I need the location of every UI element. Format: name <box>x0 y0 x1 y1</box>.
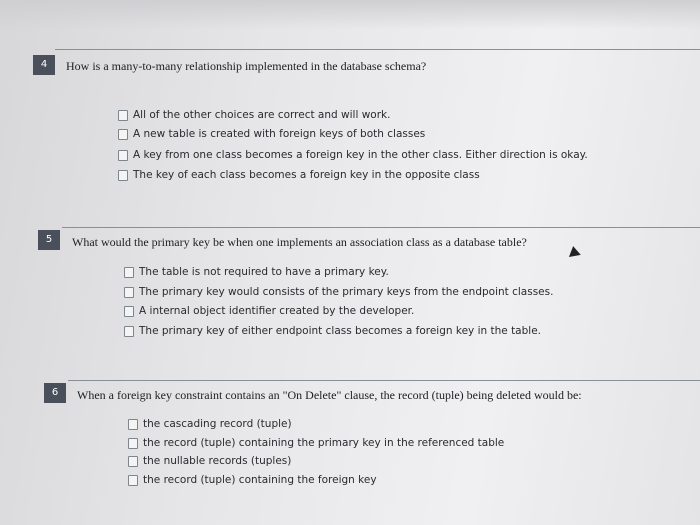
answer-label: The key of each class becomes a foreign key in the opposite class <box>133 169 480 181</box>
answer-label: All of the other choices are correct and will work. <box>133 109 391 121</box>
radio-button[interactable] <box>118 170 128 181</box>
answer-option[interactable] <box>118 128 425 140</box>
answer-label: A internal object identifier created by the developer. <box>139 305 415 317</box>
question-text: How is a many-to-many relationship implemented in the database schema? <box>66 59 427 73</box>
radio-button[interactable] <box>128 419 138 430</box>
radio-button[interactable] <box>118 150 128 161</box>
answer-option[interactable] <box>118 169 480 181</box>
answer-label: the record (tuple) containing the primary key in the referenced table <box>143 437 505 449</box>
answer-option[interactable] <box>128 474 377 486</box>
answer-label: The table is not required to have a primary key. <box>139 266 389 278</box>
radio-button[interactable] <box>118 110 128 121</box>
answer-option[interactable] <box>124 286 553 298</box>
question-number-badge: 4 <box>33 55 55 75</box>
question-divider <box>68 380 700 381</box>
radio-button[interactable] <box>124 267 134 278</box>
question-text: What would the primary key be when one implements an association class as a database table? <box>72 235 527 249</box>
answer-option[interactable] <box>124 266 389 278</box>
radio-button[interactable] <box>128 456 138 467</box>
question-text: When a foreign key constraint contains an "On Delete" clause, the record (tuple) being deleted would be: <box>77 388 582 402</box>
answer-label: A key from one class becomes a foreign key in the other class. Either direction is okay. <box>133 149 588 161</box>
question-number-badge: 5 <box>38 230 60 250</box>
answer-label: The primary key of either endpoint class becomes a foreign key in the table. <box>139 325 541 337</box>
radio-button[interactable] <box>118 129 128 140</box>
answer-option[interactable] <box>124 325 541 337</box>
answer-option[interactable] <box>128 437 504 449</box>
question-divider <box>55 49 700 50</box>
answer-label: A new table is created with foreign keys of both classes <box>133 128 426 140</box>
radio-button[interactable] <box>124 326 134 337</box>
answer-label: The primary key would consists of the primary keys from the endpoint classes. <box>139 286 554 298</box>
answer-option[interactable] <box>128 418 292 430</box>
question-number-badge: 6 <box>44 383 66 403</box>
radio-button[interactable] <box>128 438 138 449</box>
answer-label: the cascading record (tuple) <box>143 418 292 430</box>
radio-button[interactable] <box>124 287 134 298</box>
answer-label: the nullable records (tuples) <box>143 455 292 467</box>
answer-option[interactable] <box>128 455 291 467</box>
radio-button[interactable] <box>128 475 138 486</box>
answer-label: the record (tuple) containing the foreign key <box>143 474 377 486</box>
mouse-pointer-icon <box>567 245 581 257</box>
question-divider <box>62 227 700 228</box>
answer-option[interactable] <box>118 109 390 121</box>
answer-option[interactable] <box>118 149 588 161</box>
radio-button[interactable] <box>124 306 134 317</box>
answer-option[interactable] <box>124 305 414 317</box>
top-shadow <box>0 0 700 30</box>
